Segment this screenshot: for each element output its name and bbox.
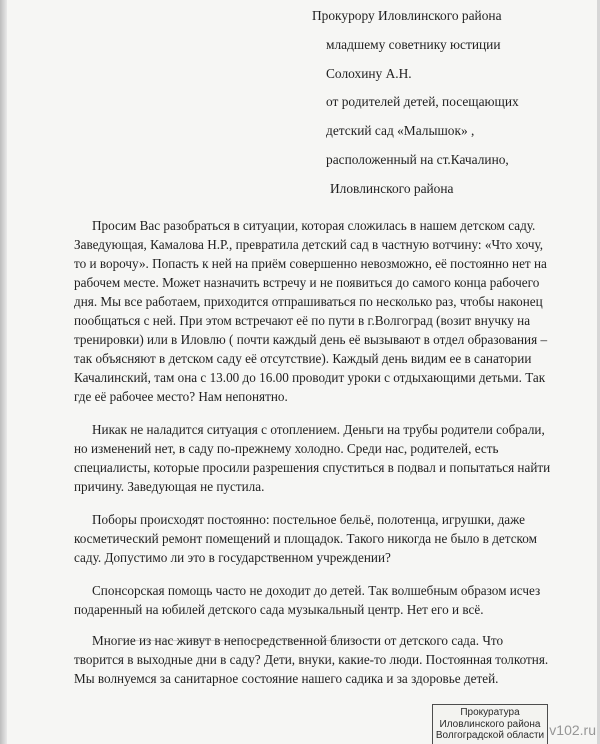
stamp-line: Прокуратура xyxy=(460,707,520,718)
scan-left-edge xyxy=(0,0,7,744)
prosecutor-stamp xyxy=(432,704,548,744)
addressee-block xyxy=(312,2,596,204)
paragraph-weekends: Многие из нас живут в непосредственной близости от детского сада. Что творится в выходные дни в саду? Дети, внуки, какие-то люди. Постоянная толкотня. Мы волнуемся за санитарное состояние нашего садика и за здоровье детей. xyxy=(74,633,549,686)
paragraph-heating: Никак не наладится ситуация с отоплением. Деньги на трубы родители собрали, но изменений нет, в саду по-прежнему холодно. Среди нас, родителей, есть специалисты, которые просили разрешения спуститься в подвал и попытаться найти причину. Заведующая не пустила. xyxy=(74,422,551,494)
stamp-line: Иловлинского района xyxy=(439,718,541,730)
stamp-line: Волгоградской области xyxy=(435,730,545,741)
addressee-line: младшему советнику юстиции xyxy=(326,36,501,52)
addressee-line: от родителей детей, посещающих xyxy=(326,94,519,110)
addressee-line: Иловлинского района xyxy=(330,180,454,196)
paragraph-sponsorship: Спонсорская помощь часто не доходит до детей. Так волшебным образом исчез подаренный на юбилей детского сада музыкальный центр. Нет его и всё. xyxy=(74,583,541,617)
addressee-line: Солохину А.Н. xyxy=(326,65,412,81)
bleed-through-line xyxy=(120,640,360,641)
site-watermark: v102.ru xyxy=(549,722,596,738)
paragraph-extortion: Поборы происходят постоянно: постельное бельё, полотенца, игрушки, даже косметический ремонт помещений и площадок. Такого никогда не было в детском саду. Допустимо ли это в государственном учреждении? xyxy=(74,512,537,565)
letter-body xyxy=(74,216,556,688)
addressee-line: детский сад «Малышок» , xyxy=(326,123,475,139)
addressee-line: Прокурору Иловлинского района xyxy=(312,8,502,23)
addressee-line: расположенный на ст.Качалино, xyxy=(326,151,509,167)
paragraph-absence: Просим Вас разобраться в ситуации, которая сложилась в нашем детском саду. Заведующая, Камалова Н.Р., превратила детский сад в частную вотчину: «Что хочу, то и ворочу». Попасть к ней на приём совершенно невозможно, её постоянно нет на рабочем месте. Может назначить встречу и не появиться до самого конца рабочего дня. Мы все работаем, приходится отпрашиваться по несколько раз, чтобы наконец пообщаться с ней. При этом встречают её по пути в г.Волгоград (возит внучку на тренировки) или в Иловлю ( почти каждый день её вызывают в отдел образования – так объясняют в детском саду её отсутствие). Каждый день видим ее в санатории Качалинский, там она с 13.00 до 16.00 проводит уроки с отдыхающими детьми. Так где её рабочее место? Нам непонятно. xyxy=(74,218,548,404)
